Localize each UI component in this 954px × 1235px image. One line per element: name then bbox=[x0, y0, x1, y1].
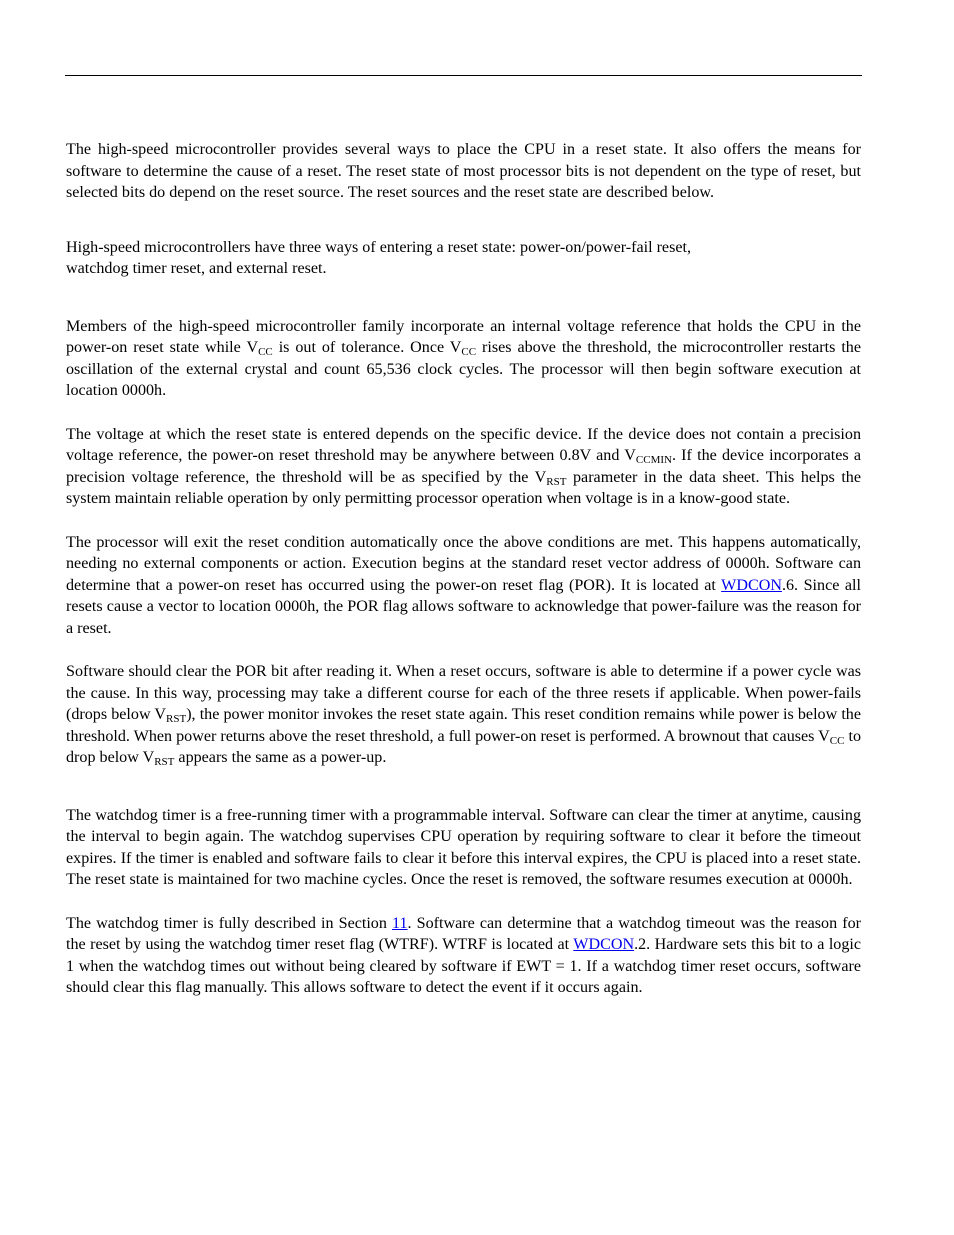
text-run: .6. Since all resets cause a vector to location 0000h, the POR flag allows software to acknowledge that power-failure was the reason for a reset. bbox=[66, 576, 861, 637]
subscript: RST bbox=[154, 756, 175, 768]
header-rule bbox=[65, 75, 862, 76]
subscript: CC bbox=[258, 346, 273, 358]
paragraph-watchdog-timer: The watchdog timer is a free-running timer with a programmable interval. Software can clear the timer at anytime, causing the interval to begin again. The watchdog supervises CPU operation by requiring software to clear it before the timeout expires. If the timer is enabled and software fails to clear it before this interval expires, the CPU is placed into a reset state. The reset state is maintained for two machine cycles. Once the reset is removed, the software resumes execution at 0000h. bbox=[66, 806, 861, 888]
section-11-link[interactable]: 11 bbox=[392, 914, 408, 932]
wdcon-link[interactable]: WDCON bbox=[721, 576, 782, 594]
subscript: RST bbox=[166, 713, 187, 725]
text-run: rises above the threshold, the microcontroller restarts the oscillation of the external crystal and count 65,536 clock cycles. The processor will then begin software execution at location 0000h. bbox=[66, 339, 861, 399]
text-run: The voltage at which the reset state is entered depends on the specific device. If the device does not contain a precision voltage reference, the power-on reset threshold may be anywhere between 0.8V and V bbox=[66, 425, 861, 464]
subscript: CCMIN bbox=[635, 454, 672, 466]
text-run: ), the power monitor invokes the reset state again. This reset condition remains while power is below the threshold. When power returns above the reset threshold, a full power-on reset is performed. A brownout that causes V bbox=[66, 706, 861, 745]
paragraph-por-bit bbox=[66, 661, 861, 769]
text-run: is out of tolerance. Once V bbox=[272, 339, 462, 356]
text-run: The processor will exit the reset condition automatically once the above conditions are met. This happens automatically, needing no external components or action. Execution begins at the standard reset vector address of 0000h. Software can determine that a power-on reset has occurred using the power-on reset flag (POR). It is located at bbox=[66, 533, 861, 594]
subscript: RST bbox=[546, 475, 567, 488]
subscript: CC bbox=[461, 346, 477, 358]
paragraph-watchdog-reset-flag bbox=[66, 913, 861, 999]
subscript: CC bbox=[829, 734, 845, 747]
paragraph-power-on-reset bbox=[66, 316, 861, 402]
text-run: The watchdog timer is fully described in Section bbox=[66, 914, 393, 932]
paragraph-reset-voltage bbox=[66, 424, 861, 510]
text-run: Software should clear the POR bit after reading it. When a reset occurs, software is able to determine if a power cycle was the cause. In this way, processing may take a different course for each of the three resets if applicable. When power-fails (drops below V bbox=[66, 663, 861, 723]
paragraph-reset-sources bbox=[66, 237, 861, 280]
text-run: .2. Hardware sets this bit to a logic 1 when the watchdog times out without being cleared by software if EWT = 1. If a watchdog timer reset occurs, software should clear this flag manually. This allows software to detect the event if it occurs again. bbox=[66, 936, 861, 996]
paragraph-reset-exit bbox=[66, 532, 861, 640]
text-run: parameter in the data sheet. This helps the system maintain reliable operation by only permitting processor operation when voltage is in a know-good state. bbox=[66, 468, 861, 507]
text-run: Members of the high-speed microcontroller family incorporate an internal voltage reference that holds the CPU in the power-on reset state while V bbox=[66, 317, 861, 356]
paragraph-reset-intro: The high-speed microcontroller provides several ways to place the CPU in a reset state. It also offers the means for software to determine the cause of a reset. The reset state of most processor bits is not dependent on the type of reset, but selected bits do depend on the reset source. The reset sources and the reset state are described below. bbox=[66, 141, 861, 201]
document-body bbox=[66, 139, 861, 999]
reset-sources-line-1: High-speed microcontrollers have three ways of entering a reset state: power-on/power-fail reset, bbox=[66, 238, 691, 256]
text-run: to drop below V bbox=[66, 727, 862, 766]
text-run: appears the same as a power-up. bbox=[174, 749, 387, 766]
wdcon-link[interactable]: WDCON bbox=[573, 936, 635, 953]
text-run: . Software can determine that a watchdog timeout was the reason for the reset by using the watchdog timer reset flag (WTRF). WTRF is located at bbox=[66, 914, 862, 953]
reset-sources-line-2: watchdog timer reset, and external reset. bbox=[66, 260, 327, 277]
text-run: . If the device incorporates a precision voltage reference, the threshold will be as specified by the V bbox=[66, 447, 862, 486]
